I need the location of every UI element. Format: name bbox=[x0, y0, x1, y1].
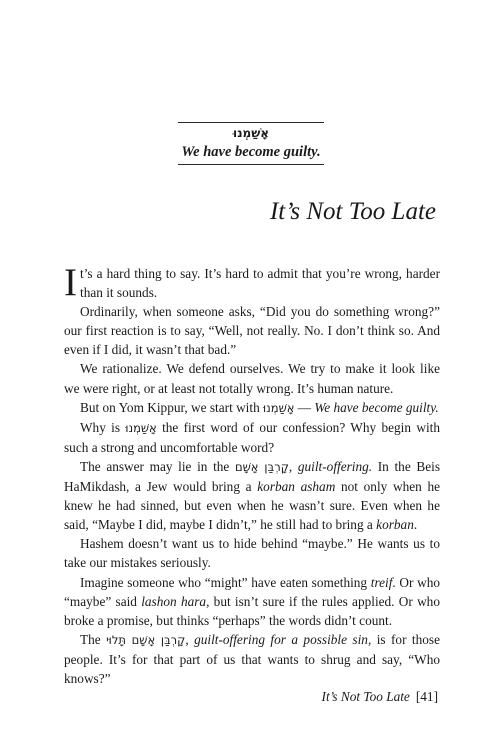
p9-end: is for those people. It’s for that part of us that wants to shrug and say, “Who knows?” bbox=[64, 631, 440, 686]
body-text bbox=[64, 261, 441, 688]
page-footer bbox=[322, 688, 438, 706]
p9-hebrew: קָרְבַּן אָשָׁם תָּלוּי bbox=[106, 632, 186, 647]
p5-hebrew: אָשַׁמְנוּ bbox=[125, 420, 157, 435]
paragraph-1-text: t’s a hard thing to say. It’s hard to admit that you’re wrong, harder than it sounds. bbox=[80, 266, 440, 301]
p9-comma: , bbox=[185, 631, 195, 647]
p4-hebrew: אָשַׁמְנוּ bbox=[263, 400, 295, 415]
paragraph-7: Hashem doesn’t want us to hide behind “maybe.” He wants us to take our mistakes seriously. bbox=[64, 536, 440, 571]
p6-italic-2: korban asham bbox=[257, 479, 336, 495]
p8-end: , but isn’t sure if the rules applied. Or who broke a promise, but thinks “perhaps” the words didn’t count. bbox=[64, 593, 440, 628]
paragraph-2: Ordinarily, when someone asks, “Did you do something wrong?” our first reaction is to say, “Well, not really. No. I don’t think so. And even if I did, it wasn’t that bad.” bbox=[64, 304, 440, 358]
p6-italic-1: guilt-offering. bbox=[297, 458, 373, 474]
p4-dash: — bbox=[294, 399, 315, 415]
paragraph-1 bbox=[64, 261, 440, 304]
p8-before: Imagine someone who “might” have eaten something bbox=[80, 574, 371, 590]
p6-before: The answer may lie in the bbox=[80, 458, 235, 474]
header-rule-top bbox=[178, 122, 324, 123]
paragraph-8 bbox=[64, 573, 440, 630]
header-rule-bottom bbox=[178, 164, 324, 165]
header-subtitle: We have become guilty. bbox=[181, 144, 321, 160]
p8-italic-1: treif bbox=[370, 574, 393, 590]
paragraph-3: We rationalize. We defend ourselves. We try to make it look like we were right, or at least not totally wrong. It’s human nature. bbox=[64, 361, 440, 396]
p6-comma: , bbox=[288, 458, 298, 474]
p9-italic: guilt-offering for a possible sin, bbox=[194, 631, 372, 647]
p6-hebrew: קָרְבַּן אָשָׁם bbox=[234, 459, 289, 474]
paragraph-4 bbox=[64, 398, 440, 418]
p6-mid-1: In the Beis HaMikdash, a Jew would bring a bbox=[64, 458, 441, 495]
drop-cap: I bbox=[64, 261, 77, 304]
p8-italic-2: lashon hara bbox=[141, 593, 207, 609]
p4-before: But on Yom Kippur, we start with bbox=[80, 399, 264, 415]
p5-after: the first word of our confession? Why begin with such a strong and uncomfortable word? bbox=[64, 419, 440, 455]
p6-mid-2: not only when he knew he had sinned, but even when he wasn’t sure. Even when he said, “Maybe I did, maybe I didn’t,” he still had to bring a bbox=[64, 479, 441, 533]
chapter-title: It’s Not Too Late bbox=[269, 198, 436, 225]
p9-before: The bbox=[80, 631, 107, 647]
p8-mid-1: . Or who “maybe” said bbox=[64, 574, 440, 609]
page-number: [41] bbox=[415, 689, 438, 704]
running-title: It’s Not Too Late bbox=[321, 689, 410, 704]
p6-end: . bbox=[413, 517, 418, 533]
p4-italic: We have become guilty. bbox=[314, 399, 439, 415]
paragraph-9 bbox=[64, 630, 440, 688]
header-hebrew-word: אָשַׁמְנוּ bbox=[232, 126, 270, 140]
paragraph-6 bbox=[64, 457, 440, 534]
p5-before: Why is bbox=[80, 419, 126, 435]
paragraph-5 bbox=[64, 418, 440, 457]
p6-italic-3: korban bbox=[376, 517, 414, 533]
